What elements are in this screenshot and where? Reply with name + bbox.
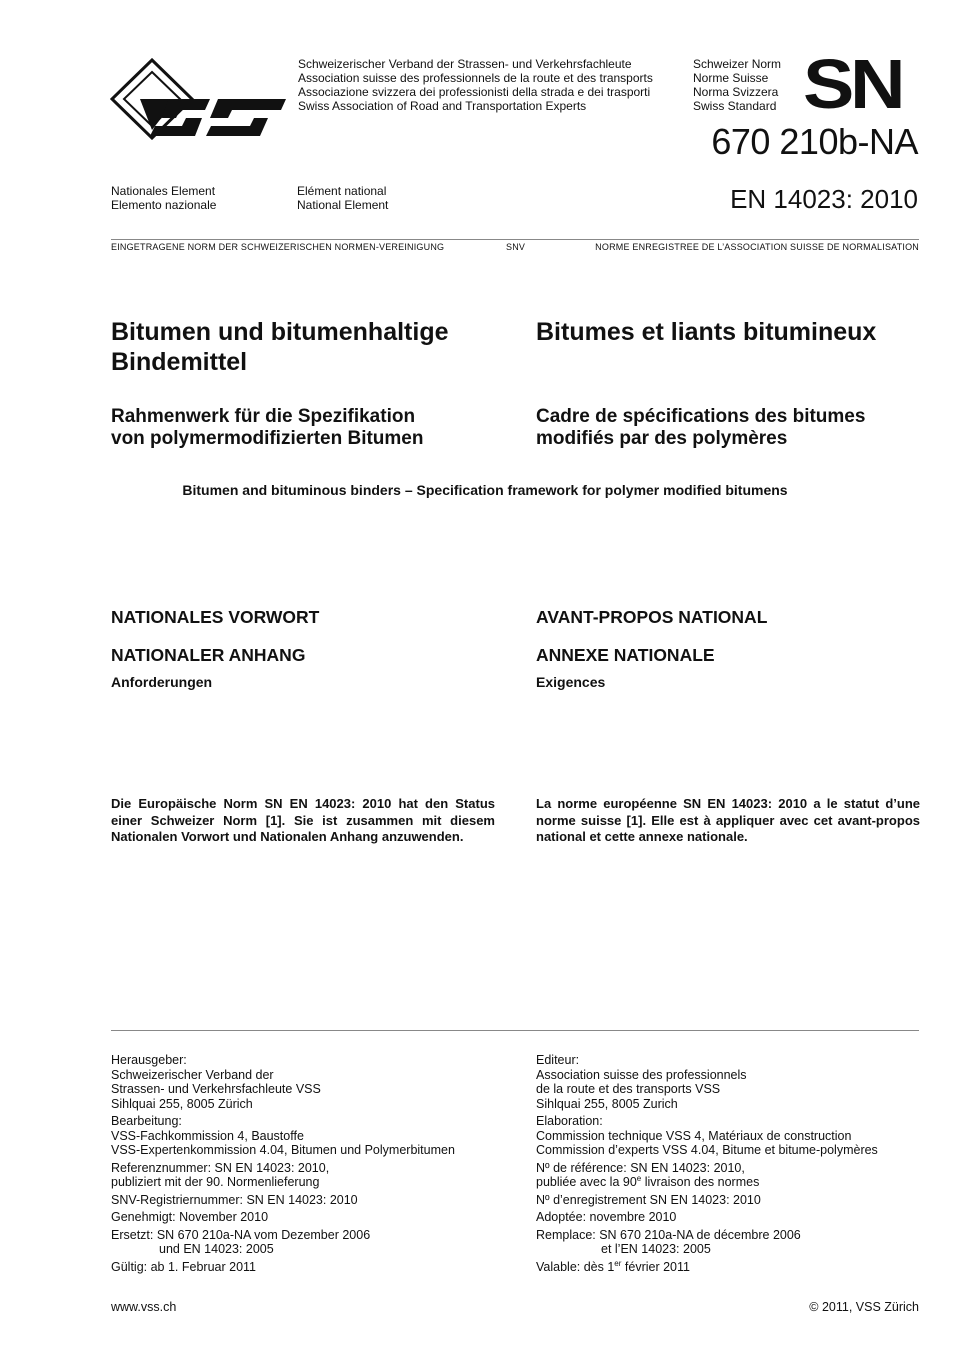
heading-requirements-fr: Exigences: [536, 674, 606, 690]
editing-line: Commission d’experts VSS 4.04, Bitume et bitume-polymères: [536, 1143, 878, 1157]
reference-text: livraison des normes: [641, 1175, 760, 1189]
snv-registration-de: SNV-Registriernummer: SN EN 14023: 2010: [111, 1192, 358, 1207]
heading-national-annex-de: NATIONALER ANHANG: [111, 645, 306, 665]
approved-date-de: Genehmigt: November 2010: [111, 1210, 269, 1224]
association-it: Associazione svizzera dei professionisti della strada e dei trasporti: [298, 85, 651, 99]
national-element-fr: Elément national: [297, 184, 387, 198]
replaces-de: Ersetzt: SN 670 210a-NA vom Dezember 2006: [111, 1227, 371, 1242]
publication-info-fr: [536, 1053, 878, 1274]
valid-text: Valable: dès 1: [536, 1259, 615, 1274]
footer-divider: [111, 1030, 919, 1031]
subtitle-fr-line2: modifiés par des polymères: [536, 428, 788, 449]
heading-national-foreword-fr: AVANT-PROPOS NATIONAL: [536, 607, 768, 627]
publisher-line: Schweizerischer Verband der: [111, 1067, 274, 1082]
intro-paragraph-fr: La norme européenne SN EN 14023: 2010 a le statut d’une norme suisse [1]. Elle est à appliquer avec cet avant-propos national et cette annexe nationale.: [536, 796, 920, 844]
replaces-fr-line2: et l’EN 14023: 2005: [601, 1242, 711, 1256]
national-element-de: Nationales Element: [111, 184, 216, 198]
subtitle-de-line1: Rahmenwerk für die Spezifikation: [111, 406, 416, 427]
reference-text: publiée avec la 90: [536, 1175, 637, 1189]
publisher-line: Association suisse des professionnels: [536, 1067, 747, 1082]
reference-publication-de: publiziert mit der 90. Normenlieferung: [111, 1175, 320, 1189]
title-de-line2: Bindemittel: [111, 348, 248, 376]
intro-paragraph-de: Die Europäische Norm SN EN 14023: 2010 hat den Status einer Schweizer Norm [1]. Sie ist zusammen mit diesem Nationalen Vorwort und Nationalen Anhang anzuwenden.: [111, 796, 495, 844]
title-de: [111, 317, 449, 377]
sn-logo-mark: SN: [803, 45, 902, 123]
standard-number: 670 210b-NA: [711, 121, 918, 162]
standard-name-fr: Norme Suisse: [693, 71, 769, 85]
vss-logo-icon: [110, 58, 290, 140]
national-element-en: National Element: [297, 198, 389, 212]
standard-name-it: Norma Svizzera: [693, 85, 779, 99]
adopted-date-fr: Adoptée: novembre 2010: [536, 1210, 677, 1224]
association-fr: Association suisse des professionnels de la route et des transports: [298, 71, 653, 85]
heading-national-foreword-de: NATIONALES VORWORT: [111, 607, 320, 627]
ordinal-suffix: er: [614, 1258, 622, 1268]
vss-logo: [110, 58, 290, 140]
title-fr: Bitumes et liants bitumineux: [536, 318, 877, 346]
reference-publication-fr: [536, 1175, 878, 1190]
standard-names: [693, 57, 781, 113]
national-element-de-it: [111, 184, 216, 212]
national-element-it: Elemento nazionale: [111, 198, 217, 212]
publisher-line: Strassen- und Verkehrsfachleute VSS: [111, 1082, 321, 1096]
editing-line: VSS-Fachkommission 4, Baustoffe: [111, 1128, 304, 1143]
publisher-label-de: Herausgeber:: [111, 1053, 187, 1067]
registration-fr: NORME ENREGISTREE DE L’ASSOCIATION SUISSE DE NORMALISATION: [595, 242, 919, 252]
editing-label-fr: Elaboration:: [536, 1114, 603, 1128]
reference-number-de: Referenznummer: SN EN 14023: 2010,: [111, 1160, 330, 1175]
reference-number-fr: Nº de référence: SN EN 14023: 2010,: [536, 1160, 745, 1175]
publication-info-de: [111, 1053, 455, 1274]
valid-from-de: Gültig: ab 1. Februar 2011: [111, 1259, 256, 1274]
subtitle-fr-line1: Cadre de spécifications des bitumes: [536, 406, 866, 427]
valid-from-fr: [536, 1260, 878, 1275]
registration-number-fr: Nº d’enregistrement SN EN 14023: 2010: [536, 1192, 761, 1207]
title-de-line1: Bitumen und bitumenhaltige: [111, 318, 449, 346]
en-reference: EN 14023: 2010: [730, 184, 918, 214]
association-en: Swiss Association of Road and Transportation Experts: [298, 99, 587, 113]
publisher-address: Sihlquai 255, 8005 Zurich: [536, 1096, 678, 1111]
replaces-fr: Remplace: SN 670 210a-NA de décembre 2006: [536, 1227, 801, 1242]
standard-name-en: Swiss Standard: [693, 99, 777, 113]
title-en: Bitumen and bituminous binders – Specification framework for polymer modified bitumens: [182, 482, 788, 498]
association-names: [298, 57, 653, 113]
registration-snv: SNV: [506, 242, 526, 252]
subtitle-de-line2: von polymermodifizierten Bitumen: [111, 428, 424, 449]
registration-de: EINGETRAGENE NORM DER SCHWEIZERISCHEN NORMEN-VEREINIGUNG: [111, 242, 445, 252]
publisher-address: Sihlquai 255, 8005 Zürich: [111, 1096, 253, 1111]
publisher-label-fr: Editeur:: [536, 1053, 580, 1067]
website-link[interactable]: www.vss.ch: [111, 1300, 177, 1314]
heading-requirements-de: Anforderungen: [111, 674, 213, 690]
replaces-de-line2: und EN 14023: 2005: [159, 1242, 274, 1256]
subtitle-fr: [536, 406, 865, 450]
editing-label-de: Bearbeitung:: [111, 1114, 182, 1128]
association-de: Schweizerischer Verband der Strassen- und Verkehrsfachleute: [298, 57, 632, 71]
heading-national-annex-fr: ANNEXE NATIONALE: [536, 645, 715, 665]
ordinal-suffix: e: [636, 1173, 642, 1183]
standard-name-de: Schweizer Norm: [693, 57, 782, 71]
editing-line: VSS-Expertenkommission 4.04, Bitumen und Polymerbitumen: [111, 1143, 455, 1157]
subtitle-de: [111, 406, 423, 450]
header-divider: [111, 239, 919, 240]
editing-line: Commission technique VSS 4, Matériaux de construction: [536, 1128, 852, 1143]
valid-text: février 2011: [621, 1259, 690, 1274]
publisher-line: de la route et des transports VSS: [536, 1082, 721, 1096]
copyright: © 2011, VSS Zürich: [809, 1300, 919, 1314]
national-element-fr-en: [297, 184, 388, 212]
